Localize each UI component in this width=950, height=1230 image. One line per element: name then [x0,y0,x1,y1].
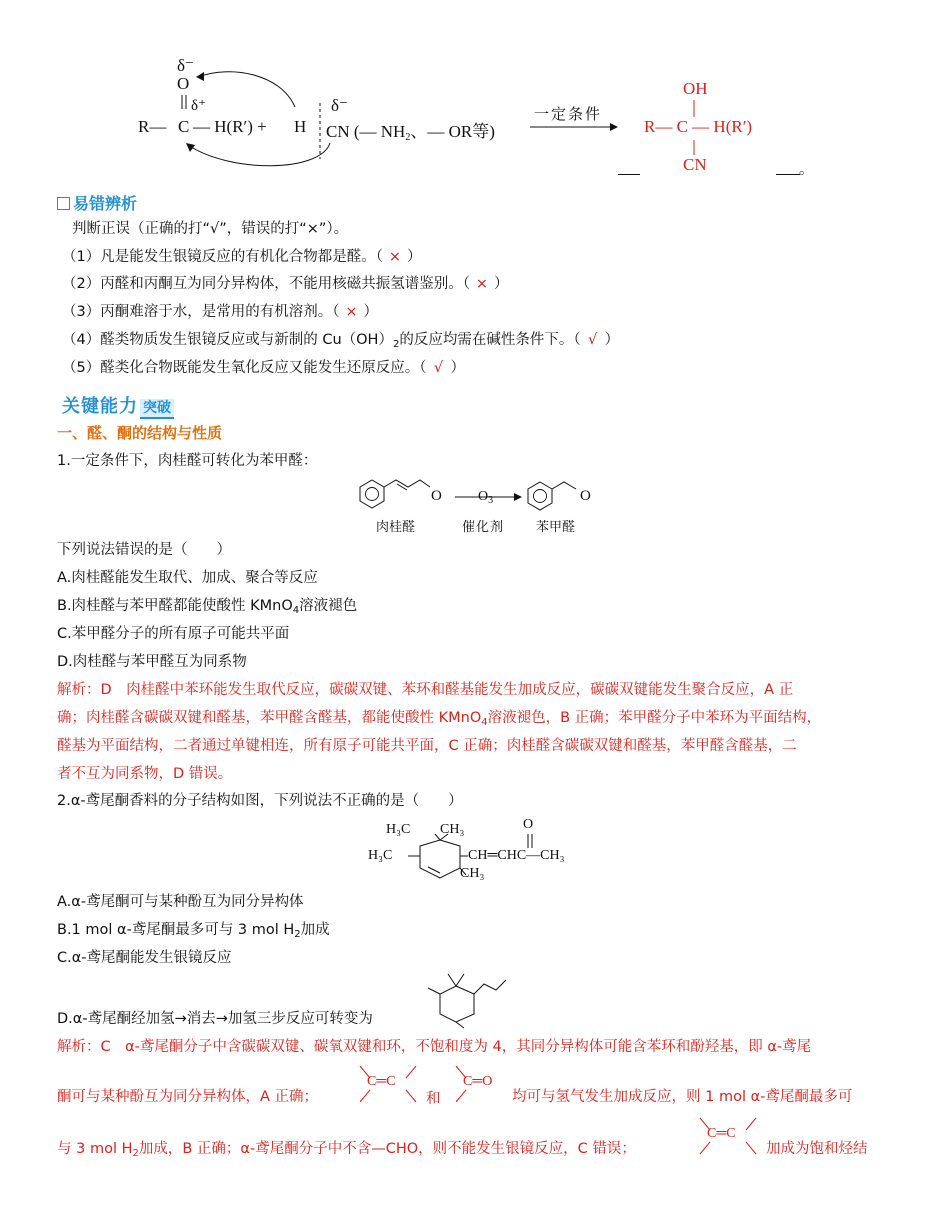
q2-option-b-text: B.1 mol α-鸢尾酮最多可与 3 mol H [57,922,295,938]
q1-option-b-end: 溶液褪色 [299,598,358,614]
q2-answer-and: 和 [426,1091,441,1107]
key-ability-title: 关键能力 [62,396,138,417]
q1-option-d: D.肉桂醛与苯甲醛互为同系物 [57,654,247,670]
judge-end: ） [363,304,378,320]
error-instruction: 判断正误（正确的打“√”，错误的打“×”）。 [72,221,349,237]
q2-answer-text-b: 加成，B 正确；α-鸢尾酮分子中不含—CHO，则不能发生银镜反应，C 错误； [138,1141,636,1157]
q2-answer-line-3 [57,1139,636,1164]
q1-answer-line-3: 醛基为平面结构，二者通过单键相连，所有原子可能共平面，C 正确；肉桂醛含碳碳双键和醛基，苯甲醛含醛基，二 [57,738,797,754]
q1-reagent-text: O [478,489,489,504]
key-ability-banner [62,392,174,418]
judge-mark: × [388,249,402,265]
section-heading: 一、醛、酮的结构与性质 [57,424,223,442]
blank-right [776,174,800,175]
judge-item-5 [62,358,465,378]
judge-item-2 [62,274,508,294]
q1-option-a: A.肉桂醛能发生取代、加成、聚合等反应 [57,570,318,586]
judge-item-4 [62,330,619,355]
r-group: R— [138,117,167,136]
q2-stem: 2.α-鸢尾酮香料的分子结构如图，下列说法不正确的是（ ） [57,793,463,809]
q2-o: O [523,817,534,832]
q2-answer-line-1: 解析：C α-鸢尾酮分子中含碳碳双键、碳氧双键和环，不饱和度为 4，其同分异构体可能含苯环和酚羟基，即 α-鸢尾 [57,1039,812,1055]
judge-text-b: 的反应均需在碱性条件下。（ [399,332,581,348]
q1-label-left: 肉桂醛 [376,520,416,535]
judge-end: ） [493,276,509,292]
q2-answer-sub: 2 [132,1148,139,1159]
judge-mark: × [475,276,489,292]
error-section-title [57,191,137,214]
breakthrough-badge: 突破 [140,399,174,419]
carbon-atom: C [178,117,190,136]
judge-item-1 [62,247,421,267]
hydrogen-atom: H [294,117,307,136]
q1-option-c: C.苯甲醛分子的所有原子可能共平面 [57,626,290,642]
q1-option-b [57,596,357,621]
judge-subscript: 2 [392,339,400,350]
judge-end: ） [450,360,465,376]
judge-text: （2）丙醛和丙酮互为同分异构体，不能用核磁共振氢谱鉴别。（ [62,276,470,292]
q2-answer-text: 与 3 mol H [57,1141,133,1157]
or-text: 、— OR等) [410,122,495,141]
q1-option-b-sub: 4 [292,605,300,616]
judge-end: ） [406,249,422,265]
judge-text: （1）凡是能发生银镜反应的有机化合物都是醛。（ [62,249,383,265]
q2-ch3-bottom: CH₃ [460,866,485,881]
judge-mark: √ [433,360,444,376]
q1-stem: 1.一定条件下，肉桂醛可转化为苯甲醛： [57,453,318,469]
cc-label: C═C [367,1074,396,1089]
judge-mark: √ [587,332,598,348]
blank-left [618,174,640,175]
q2-option-c: C.α-鸢尾酮能发生银镜反应 [57,950,232,966]
q2-option-b-end: 加成 [300,922,330,938]
judge-text: （5）醛类化合物既能发生氧化反应又能发生还原反应。（ [62,360,427,376]
product-oh: OH [683,79,708,98]
error-title: 易错辨析 [73,194,138,213]
q2-answer-line-2b: 均可与氢气发生加成反应，则 1 mol α-鸢尾酮最多可 [512,1089,853,1105]
delta-minus-cn: δ⁻ [331,96,348,115]
q1-label-right: 苯甲醛 [536,520,576,535]
oxygen-atom: O [177,74,190,93]
q1-option-b-text: B.肉桂醛与苯甲醛都能使酸性 KMnO [57,598,293,614]
q1-reagent-sub: 3 [488,495,494,506]
q1-question: 下列说法错误的是（ ） [57,542,231,558]
q2-answer-line-3c: 加成为饱和烃结 [766,1141,868,1157]
q1-o-right: O [580,488,591,504]
q2-ch3-top: CH₃ [440,822,465,837]
q2-chain: CH═CHC—CH₃ [468,848,565,863]
nh2-subscript: 2 [405,132,411,143]
q1-answer-line-4: 者不互为同系物，D 错误。 [57,766,233,782]
checkbox-icon [57,197,70,210]
judge-text: （3）丙酮难溶于水，是常用的有机溶剂。（ [62,304,340,320]
q1-answer-line-2 [57,708,821,733]
q1-answer-sub: 4 [481,717,488,728]
q1-answer-line-1: 解析：D 肉桂醛中苯环能发生取代反应，碳碳双键、苯环和醛基能发生加成反应，碳碳双键能发生聚合反应，A 正 [57,682,794,698]
product-bonds [680,98,710,158]
cn-group [326,117,495,143]
h-r-prime: — H(R′) + [193,117,267,136]
q2-h3c-left: H₃C [368,848,393,863]
delta-minus-oxygen: δ⁻ [177,56,194,75]
judge-end: ） [604,332,620,348]
q1-catalyst: 催化剂 [462,520,505,535]
co-label: C═O [463,1074,493,1089]
q2-option-a: A.α-鸢尾酮可与某种酚互为同分异构体 [57,894,304,910]
q2-option-d: D.α-鸢尾酮经加氢→消去→加氢三步反应可转变为 [57,1011,373,1027]
judge-mark: × [345,304,358,320]
q2-option-b [57,920,330,945]
cn-group-text: CN (— NH [326,122,406,141]
judge-item-3 [62,302,378,322]
q1-answer-text-b: 溶液褪色，B 正确；苯甲醛分子中苯环为平面结构， [487,710,822,726]
q2-option-d-structure [418,968,518,1030]
product-cn: CN [683,155,707,174]
q1-o-left: O [431,488,442,504]
product-main: R— C — H(R′) [644,117,753,136]
cc-label-2: C═C [707,1126,736,1141]
reaction-period: 。 [799,162,814,178]
q2-h3c-top: H₃C [386,822,411,837]
q1-reagent [478,489,493,506]
q2-answer-line-2 [57,1087,318,1107]
delta-plus-carbon: δ⁺ [191,98,206,114]
q2-option-b-sub: 2 [294,929,301,940]
judge-text: （4）醛类物质发生银镜反应或与新制的 Cu（OH） [62,332,393,348]
reaction-condition: 一定条件 [534,105,603,123]
q2-answer-text: 酮可与某种酚互为同分异构体，A 正确； [57,1089,319,1105]
q1-answer-text: 确；肉桂醛含碳碳双键和醛基，苯甲醛含醛基，都能使酸性 KMnO [57,710,482,726]
